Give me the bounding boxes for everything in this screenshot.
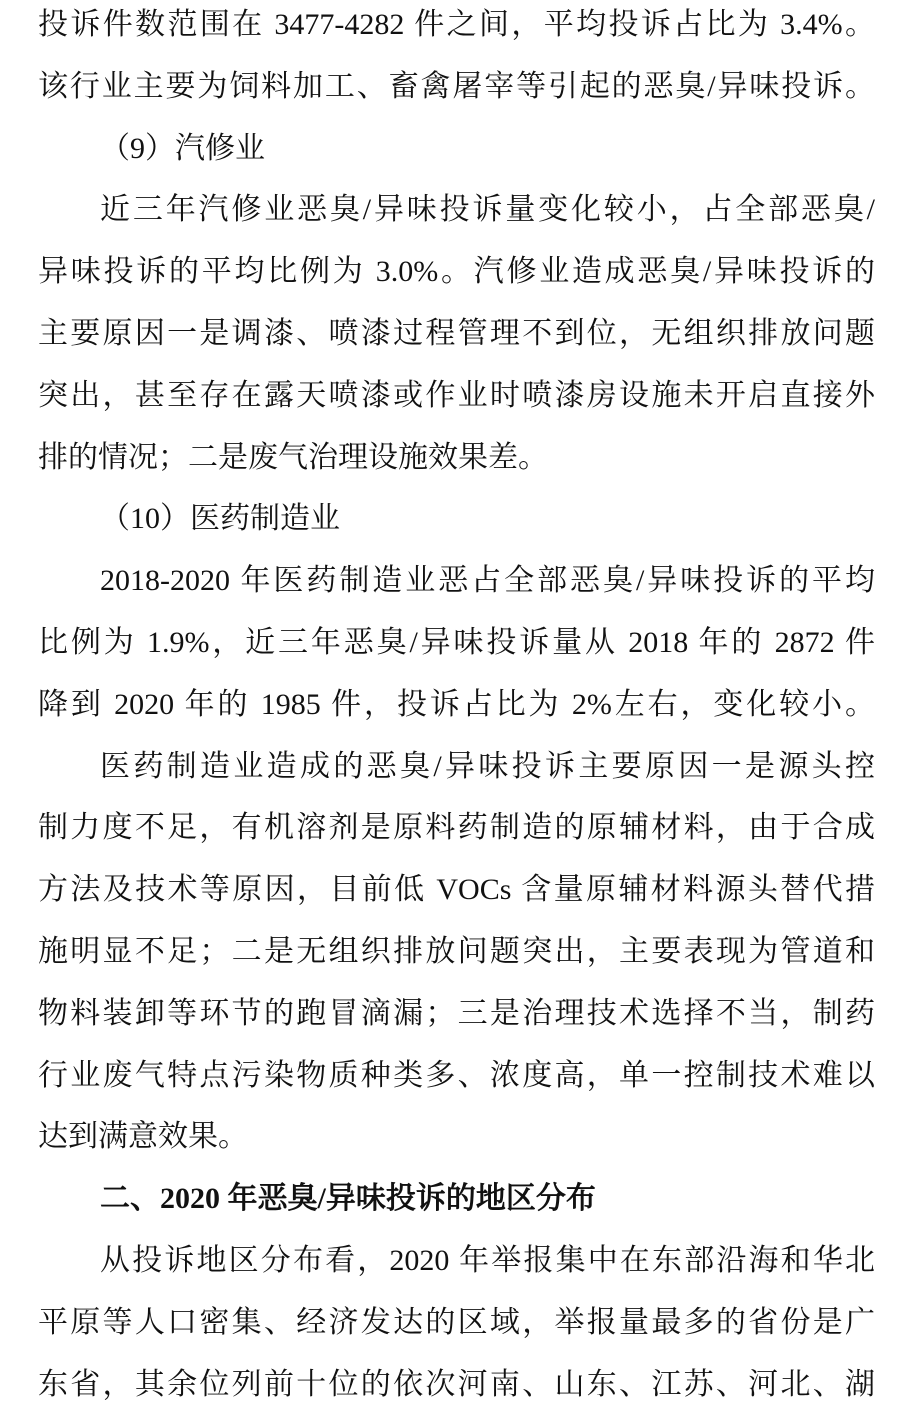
paragraph-line: 主要原因一是调漆、喷漆过程管理不到位，无组织排放问题 — [38, 317, 875, 350]
section-heading: （9）汽修业 — [100, 132, 265, 165]
paragraph-line: 制力度不足，有机溶剂是原料药制造的原辅材料，由于合成 — [38, 811, 875, 844]
paragraph-line: 投诉件数范围在 3477-4282 件之间，平均投诉占比为 3.4%。 — [38, 8, 875, 41]
paragraph-line: 比例为 1.9%，近三年恶臭/异味投诉量从 2018 年的 2872 件 — [38, 626, 875, 659]
paragraph-line: 排的情况；二是废气治理设施效果差。 — [38, 441, 548, 474]
paragraph-line: 达到满意效果。 — [38, 1120, 248, 1153]
section-heading: （10）医药制造业 — [100, 502, 340, 535]
paragraph-line: 施明显不足；二是无组织排放问题突出，主要表现为管道和 — [38, 935, 875, 968]
paragraph-line: 异味投诉的平均比例为 3.0%。汽修业造成恶臭/异味投诉的 — [38, 255, 875, 288]
paragraph-line: 2018-2020 年医药制造业恶占全部恶臭/异味投诉的平均 — [100, 564, 875, 597]
paragraph-line: 方法及技术等原因，目前低 VOCs 含量原辅材料源头替代措 — [38, 873, 875, 906]
paragraph-line: 该行业主要为饲料加工、畜禽屠宰等引起的恶臭/异味投诉。 — [38, 70, 875, 103]
paragraph-line: 平原等人口密集、经济发达的区域，举报量最多的省份是广 — [38, 1306, 875, 1339]
paragraph-line: 近三年汽修业恶臭/异味投诉量变化较小，占全部恶臭/ — [100, 193, 875, 226]
paragraph-line: 东省，其余位列前十位的依次河南、山东、江苏、河北、湖 — [38, 1368, 875, 1401]
paragraph-line: 物料装卸等环节的跑冒滴漏；三是治理技术选择不当，制药 — [38, 997, 875, 1030]
paragraph-line: 医药制造业造成的恶臭/异味投诉主要原因一是源头控 — [100, 750, 875, 783]
paragraph-line: 降到 2020 年的 1985 件，投诉占比为 2%左右，变化较小。 — [38, 688, 875, 721]
paragraph-line: 突出，甚至存在露天喷漆或作业时喷漆房设施未开启直接外 — [38, 379, 875, 412]
chapter-heading: 二、2020 年恶臭/异味投诉的地区分布 — [100, 1182, 596, 1215]
paragraph-line: 从投诉地区分布看，2020 年举报集中在东部沿海和华北 — [100, 1244, 875, 1277]
paragraph-line: 行业废气特点污染物质种类多、浓度高，单一控制技术难以 — [38, 1059, 875, 1092]
